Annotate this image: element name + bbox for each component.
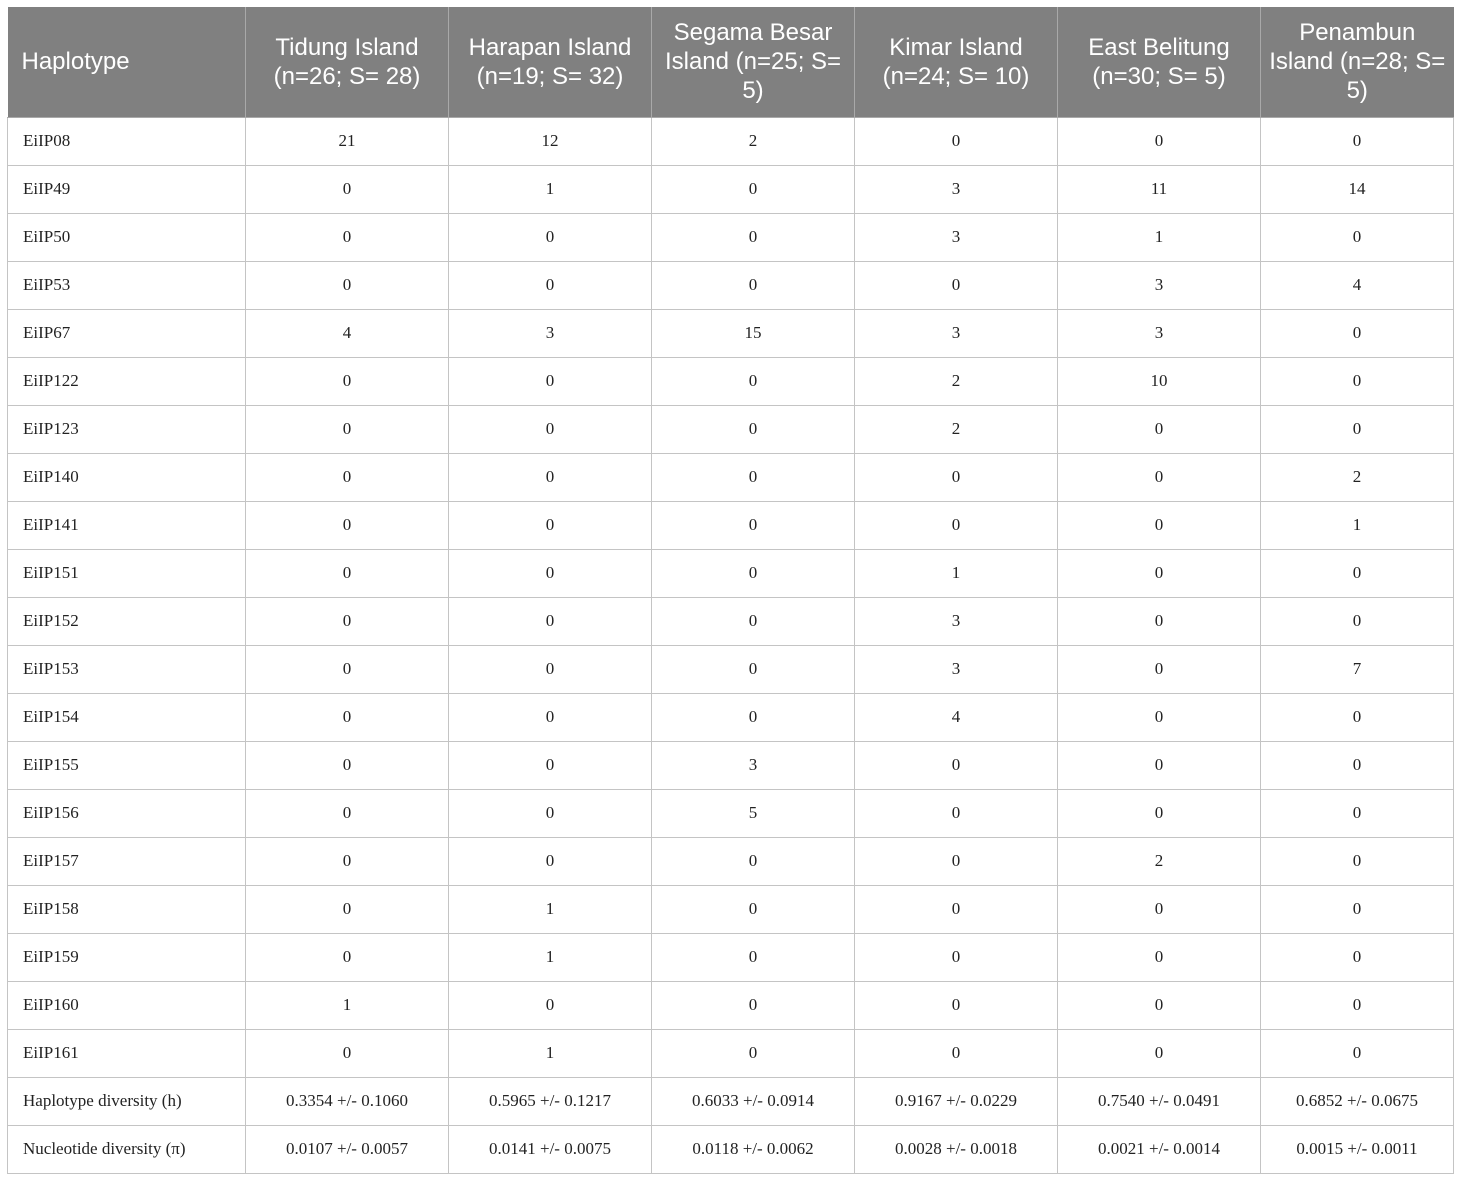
cell-east-belitung: 0.7540 +/- 0.0491	[1058, 1077, 1261, 1125]
cell-kimar-island: 3	[855, 213, 1058, 261]
cell-tidung-island: 0	[246, 501, 449, 549]
cell-haplotype: EiIP122	[8, 357, 246, 405]
cell-kimar-island: 0	[855, 789, 1058, 837]
table-row	[8, 981, 1454, 1029]
cell-harapan-island: 0	[449, 837, 652, 885]
cell-haplotype: EiIP151	[8, 549, 246, 597]
cell-kimar-island: 0	[855, 741, 1058, 789]
header-harapan-island: Harapan Island (n=19; S= 32)	[449, 7, 652, 117]
cell-penambun-island: 14	[1261, 165, 1454, 213]
cell-haplotype: EiIP155	[8, 741, 246, 789]
cell-haplotype: EiIP140	[8, 453, 246, 501]
cell-segama-besar-island: 0	[652, 885, 855, 933]
header-tidung-island: Tidung Island (n=26; S= 28)	[246, 7, 449, 117]
haplotype-table	[7, 7, 1454, 1174]
cell-segama-besar-island: 3	[652, 741, 855, 789]
table-row	[8, 453, 1454, 501]
cell-penambun-island: 0	[1261, 549, 1454, 597]
table-row	[8, 165, 1454, 213]
cell-kimar-island: 0.9167 +/- 0.0229	[855, 1077, 1058, 1125]
cell-tidung-island: 0	[246, 405, 449, 453]
cell-tidung-island: 0	[246, 885, 449, 933]
cell-segama-besar-island: 0	[652, 837, 855, 885]
table-row	[8, 597, 1454, 645]
cell-tidung-island: 21	[246, 117, 449, 165]
header-east-belitung: East Belitung (n=30; S= 5)	[1058, 7, 1261, 117]
cell-east-belitung: 11	[1058, 165, 1261, 213]
cell-penambun-island: 4	[1261, 261, 1454, 309]
cell-east-belitung: 0	[1058, 549, 1261, 597]
cell-penambun-island: 0	[1261, 789, 1454, 837]
cell-east-belitung: 0	[1058, 597, 1261, 645]
table-row	[8, 885, 1454, 933]
cell-harapan-island: 0	[449, 981, 652, 1029]
cell-penambun-island: 0	[1261, 837, 1454, 885]
cell-penambun-island: 0	[1261, 405, 1454, 453]
cell-east-belitung: 0	[1058, 1029, 1261, 1077]
cell-east-belitung: 0	[1058, 117, 1261, 165]
cell-penambun-island: 2	[1261, 453, 1454, 501]
cell-tidung-island: 0	[246, 933, 449, 981]
cell-segama-besar-island: 0	[652, 1029, 855, 1077]
table-row	[8, 213, 1454, 261]
cell-penambun-island: 7	[1261, 645, 1454, 693]
cell-tidung-island: 0	[246, 741, 449, 789]
cell-tidung-island: 0.3354 +/- 0.1060	[246, 1077, 449, 1125]
cell-haplotype: EiIP158	[8, 885, 246, 933]
table-row	[8, 741, 1454, 789]
cell-kimar-island: 0	[855, 837, 1058, 885]
cell-harapan-island: 3	[449, 309, 652, 357]
cell-haplotype: EiIP67	[8, 309, 246, 357]
table-row	[8, 1077, 1454, 1125]
cell-harapan-island: 0	[449, 501, 652, 549]
cell-segama-besar-island: 0	[652, 453, 855, 501]
cell-segama-besar-island: 0	[652, 981, 855, 1029]
table-row	[8, 837, 1454, 885]
cell-harapan-island: 0	[449, 213, 652, 261]
cell-harapan-island: 0	[449, 453, 652, 501]
cell-segama-besar-island: 0	[652, 213, 855, 261]
cell-tidung-island: 0	[246, 693, 449, 741]
cell-east-belitung: 10	[1058, 357, 1261, 405]
cell-penambun-island: 0	[1261, 357, 1454, 405]
cell-kimar-island: 0	[855, 117, 1058, 165]
cell-haplotype: EiIP141	[8, 501, 246, 549]
cell-haplotype: EiIP153	[8, 645, 246, 693]
cell-kimar-island: 0	[855, 453, 1058, 501]
cell-segama-besar-island: 0.6033 +/- 0.0914	[652, 1077, 855, 1125]
cell-haplotype: EiIP50	[8, 213, 246, 261]
table-header	[8, 7, 1454, 117]
cell-harapan-island: 0	[449, 597, 652, 645]
cell-penambun-island: 0	[1261, 117, 1454, 165]
table-row	[8, 261, 1454, 309]
cell-haplotype: Haplotype diversity (h)	[8, 1077, 246, 1125]
cell-harapan-island: 0	[449, 693, 652, 741]
cell-tidung-island: 0	[246, 597, 449, 645]
cell-segama-besar-island: 0	[652, 933, 855, 981]
cell-kimar-island: 0	[855, 501, 1058, 549]
cell-harapan-island: 12	[449, 117, 652, 165]
table-row	[8, 693, 1454, 741]
cell-tidung-island: 0	[246, 837, 449, 885]
cell-east-belitung: 0	[1058, 981, 1261, 1029]
cell-east-belitung: 0	[1058, 693, 1261, 741]
cell-segama-besar-island: 5	[652, 789, 855, 837]
table-row	[8, 1125, 1454, 1173]
cell-east-belitung: 0	[1058, 501, 1261, 549]
cell-segama-besar-island: 0	[652, 261, 855, 309]
header-kimar-island: Kimar Island (n=24; S= 10)	[855, 7, 1058, 117]
cell-harapan-island: 0	[449, 741, 652, 789]
cell-segama-besar-island: 0	[652, 645, 855, 693]
cell-harapan-island: 1	[449, 165, 652, 213]
cell-kimar-island: 0	[855, 1029, 1058, 1077]
cell-haplotype: EiIP157	[8, 837, 246, 885]
cell-east-belitung: 2	[1058, 837, 1261, 885]
cell-penambun-island: 0	[1261, 693, 1454, 741]
cell-haplotype: EiIP160	[8, 981, 246, 1029]
cell-segama-besar-island: 0	[652, 549, 855, 597]
cell-tidung-island: 0	[246, 1029, 449, 1077]
cell-kimar-island: 3	[855, 645, 1058, 693]
cell-harapan-island: 0.5965 +/- 0.1217	[449, 1077, 652, 1125]
cell-tidung-island: 0	[246, 213, 449, 261]
cell-kimar-island: 2	[855, 357, 1058, 405]
cell-east-belitung: 0	[1058, 741, 1261, 789]
cell-haplotype: EiIP154	[8, 693, 246, 741]
cell-east-belitung: 3	[1058, 261, 1261, 309]
cell-harapan-island: 1	[449, 933, 652, 981]
cell-tidung-island: 0	[246, 645, 449, 693]
cell-haplotype: EiIP159	[8, 933, 246, 981]
cell-harapan-island: 0	[449, 789, 652, 837]
cell-penambun-island: 0	[1261, 597, 1454, 645]
cell-haplotype: EiIP53	[8, 261, 246, 309]
cell-east-belitung: 0	[1058, 453, 1261, 501]
cell-penambun-island: 0	[1261, 1029, 1454, 1077]
cell-haplotype: EiIP156	[8, 789, 246, 837]
cell-segama-besar-island: 0	[652, 405, 855, 453]
cell-harapan-island: 1	[449, 1029, 652, 1077]
cell-kimar-island: 2	[855, 405, 1058, 453]
cell-east-belitung: 0	[1058, 885, 1261, 933]
header-penambun-island: Penambun Island (n=28; S= 5)	[1261, 7, 1454, 117]
cell-penambun-island: 0	[1261, 309, 1454, 357]
table-row	[8, 501, 1454, 549]
cell-harapan-island: 0	[449, 261, 652, 309]
cell-penambun-island: 0.0015 +/- 0.0011	[1261, 1125, 1454, 1173]
cell-kimar-island: 0	[855, 981, 1058, 1029]
cell-segama-besar-island: 0	[652, 597, 855, 645]
cell-east-belitung: 0	[1058, 933, 1261, 981]
table-row	[8, 933, 1454, 981]
header-row	[8, 7, 1454, 117]
cell-segama-besar-island: 2	[652, 117, 855, 165]
cell-tidung-island: 0.0107 +/- 0.0057	[246, 1125, 449, 1173]
cell-harapan-island: 0	[449, 645, 652, 693]
cell-kimar-island: 0	[855, 885, 1058, 933]
table-row	[8, 645, 1454, 693]
cell-kimar-island: 0	[855, 261, 1058, 309]
cell-haplotype: EiIP161	[8, 1029, 246, 1077]
cell-haplotype: Nucleotide diversity (π)	[8, 1125, 246, 1173]
cell-segama-besar-island: 0	[652, 165, 855, 213]
cell-tidung-island: 0	[246, 453, 449, 501]
cell-kimar-island: 0	[855, 933, 1058, 981]
header-haplotype: Haplotype	[8, 7, 246, 117]
cell-tidung-island: 1	[246, 981, 449, 1029]
table-row	[8, 117, 1454, 165]
cell-east-belitung: 0	[1058, 405, 1261, 453]
cell-penambun-island: 1	[1261, 501, 1454, 549]
table-row	[8, 789, 1454, 837]
cell-tidung-island: 4	[246, 309, 449, 357]
cell-penambun-island: 0	[1261, 981, 1454, 1029]
cell-harapan-island: 0	[449, 357, 652, 405]
cell-tidung-island: 0	[246, 261, 449, 309]
cell-haplotype: EiIP123	[8, 405, 246, 453]
cell-harapan-island: 0	[449, 405, 652, 453]
table-row	[8, 549, 1454, 597]
cell-kimar-island: 0.0028 +/- 0.0018	[855, 1125, 1058, 1173]
cell-segama-besar-island: 0.0118 +/- 0.0062	[652, 1125, 855, 1173]
table-row	[8, 309, 1454, 357]
cell-kimar-island: 3	[855, 597, 1058, 645]
cell-harapan-island: 1	[449, 885, 652, 933]
cell-penambun-island: 0	[1261, 741, 1454, 789]
cell-haplotype: EiIP152	[8, 597, 246, 645]
cell-kimar-island: 1	[855, 549, 1058, 597]
cell-kimar-island: 3	[855, 165, 1058, 213]
cell-kimar-island: 3	[855, 309, 1058, 357]
cell-segama-besar-island: 15	[652, 309, 855, 357]
cell-east-belitung: 3	[1058, 309, 1261, 357]
cell-tidung-island: 0	[246, 549, 449, 597]
cell-east-belitung: 0	[1058, 645, 1261, 693]
table-body	[8, 117, 1454, 1173]
table-row	[8, 405, 1454, 453]
cell-segama-besar-island: 0	[652, 357, 855, 405]
cell-east-belitung: 0	[1058, 789, 1261, 837]
cell-east-belitung: 1	[1058, 213, 1261, 261]
cell-kimar-island: 4	[855, 693, 1058, 741]
cell-penambun-island: 0	[1261, 885, 1454, 933]
cell-east-belitung: 0.0021 +/- 0.0014	[1058, 1125, 1261, 1173]
cell-haplotype: EiIP49	[8, 165, 246, 213]
cell-harapan-island: 0	[449, 549, 652, 597]
cell-tidung-island: 0	[246, 165, 449, 213]
cell-haplotype: EiIP08	[8, 117, 246, 165]
cell-penambun-island: 0.6852 +/- 0.0675	[1261, 1077, 1454, 1125]
cell-harapan-island: 0.0141 +/- 0.0075	[449, 1125, 652, 1173]
table-row	[8, 357, 1454, 405]
cell-tidung-island: 0	[246, 789, 449, 837]
table-row	[8, 1029, 1454, 1077]
cell-tidung-island: 0	[246, 357, 449, 405]
header-segama-besar-island: Segama Besar Island (n=25; S= 5)	[652, 7, 855, 117]
cell-segama-besar-island: 0	[652, 501, 855, 549]
cell-penambun-island: 0	[1261, 213, 1454, 261]
cell-penambun-island: 0	[1261, 933, 1454, 981]
cell-segama-besar-island: 0	[652, 693, 855, 741]
